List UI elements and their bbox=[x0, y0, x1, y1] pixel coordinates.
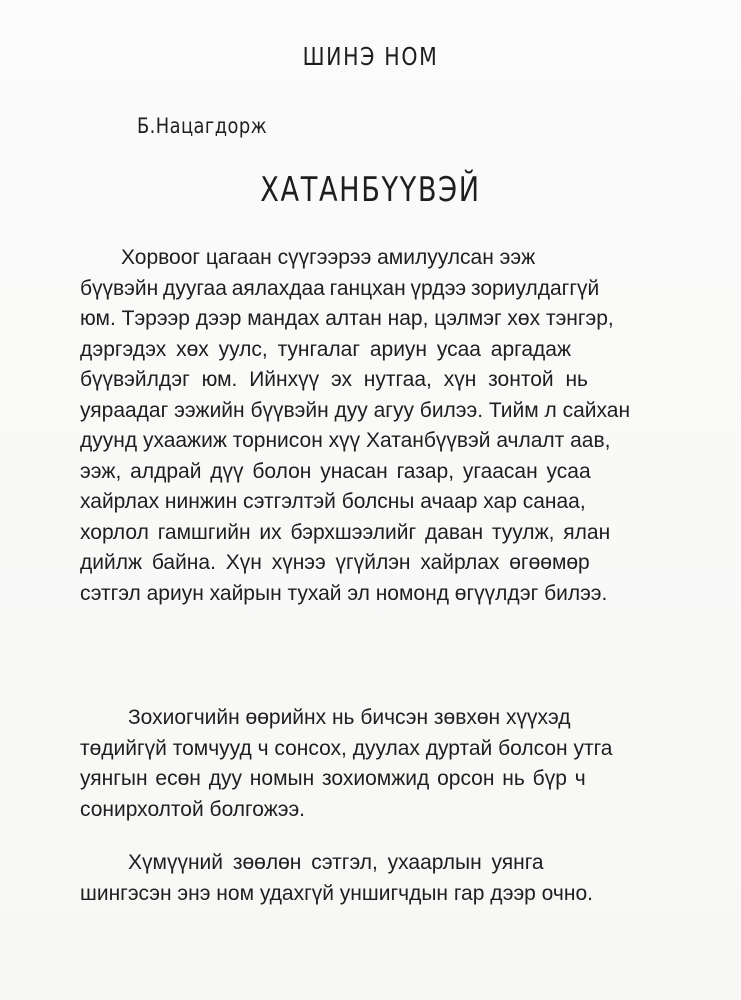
paragraph-line: Хорвоог цагаан сүүгээрээ амилуулсан ээж bbox=[121, 246, 536, 269]
paragraph-line: дуунд ухаажиж торнисон хүү Хатанбүүвэй ачлалт аав, bbox=[80, 429, 611, 452]
author-name: Б.Нацагдорж bbox=[137, 114, 268, 138]
paragraph-line: уяраадаг ээжийн бүүвэйн дуу агуу билээ. Тийм л сайхан bbox=[80, 398, 631, 422]
paragraph-summary bbox=[80, 243, 690, 609]
paragraph-line: хорлол гамшгийн их бэрхшээлийг даван туулж, ялан bbox=[80, 520, 611, 544]
paragraph-line: сонирхолтой болгожээ. bbox=[80, 797, 306, 821]
book-title: ХАТАНБҮҮВЭЙ bbox=[260, 170, 481, 210]
paragraph-line: шингэсэн энэ ном удахгүй уншигчдын гар дээр очно. bbox=[80, 881, 593, 905]
paragraph-line: уянгын есөн дуу номын зохиомжид орсон нь бүр ч bbox=[80, 767, 586, 790]
paragraph-line: дийлж байна. Хүн хүнээ үгүйлэн хайрлах өгөөмөр bbox=[80, 551, 590, 574]
paragraph-line: Хүмүүний зөөлөн сэтгэл, ухаарлын уянга bbox=[128, 851, 544, 874]
paragraph-line: юм. Тэрээр дээр мандах алтан нар, цэлмэг хөх тэнгэр, bbox=[80, 307, 614, 330]
paragraph-announcement bbox=[80, 848, 690, 909]
paragraph-line: Зохиогчийн өөрийнх нь бичсэн зөвхөн хүүхэд bbox=[128, 706, 571, 729]
paragraph-line: бүүвэйн дуугаа аялахдаа ганцхан үрдээ зориулдаггүй bbox=[80, 276, 600, 300]
paragraph-line: дэргэдэх хөх уулс, тунгалаг ариун усаа аргадаж bbox=[80, 337, 572, 361]
paragraph-songs bbox=[80, 703, 690, 825]
paragraph-line: хайрлах нинжин сэтгэлтэй болсны ачаар хар санаа, bbox=[80, 490, 586, 513]
paragraph-line: төдийгүй томчууд ч сонсох, дуулах дуртай болсон утга bbox=[80, 736, 613, 760]
paragraph-line: бүүвэйлдэг юм. Ийнхүү эх нутгаа, хүн зонтой нь bbox=[80, 368, 588, 391]
paragraph-line: ээж, алдрай дүү болон унасан газар, угаасан усаа bbox=[80, 459, 591, 483]
paragraph-line: сэтгэл ариун хайрын тухай эл номонд өгүүлдэг билээ. bbox=[80, 581, 608, 605]
series-header: ШИНЭ НОМ bbox=[302, 42, 439, 71]
